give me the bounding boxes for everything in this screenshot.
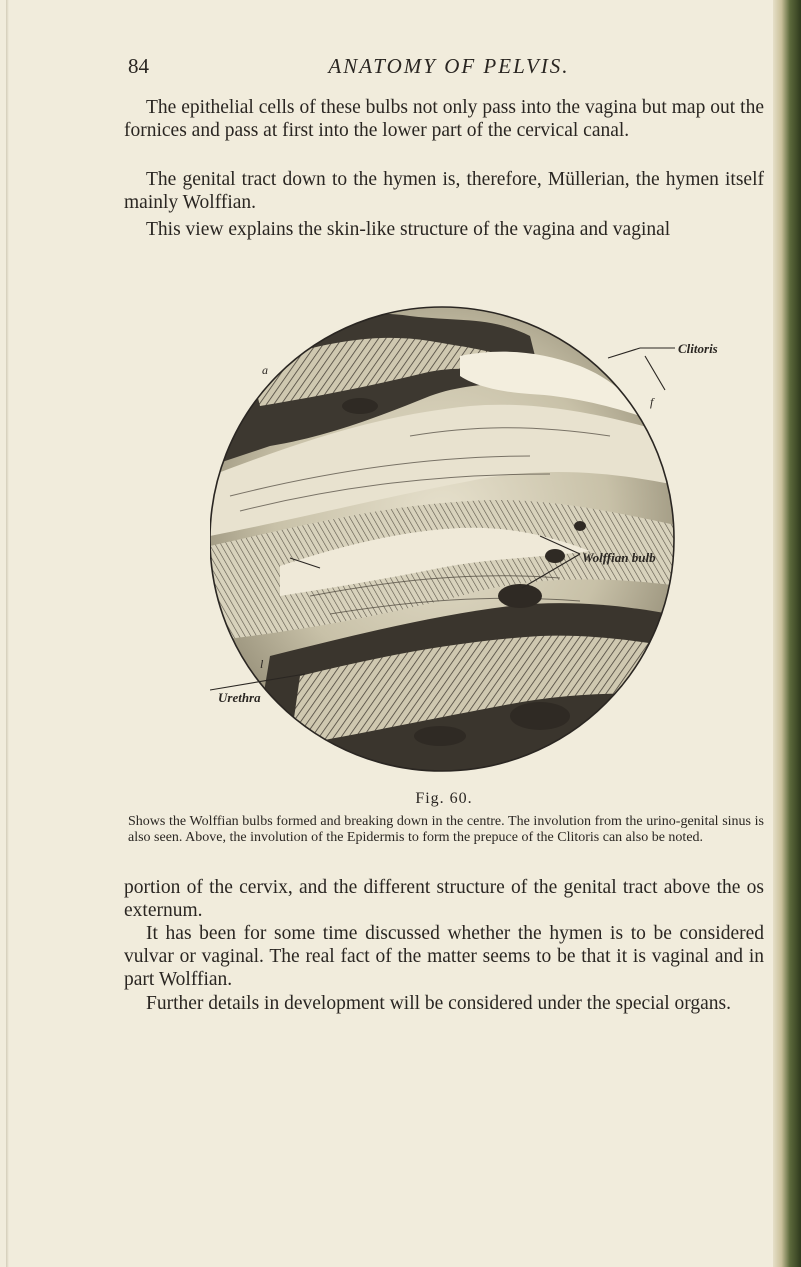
page-number: 84 (128, 54, 149, 78)
histology-figure (210, 296, 750, 786)
gutter-shadow (6, 0, 9, 1267)
label-clitoris: Clitoris (678, 341, 718, 356)
label-l: l (260, 657, 264, 671)
label-wolffian-bulb: Wolffian bulb (582, 550, 656, 565)
paragraph-1-text: The epithelial cells of these bulbs not only pass into the vagina but map out the fornices and pass at first into the lower part of the cervical canal. (124, 97, 764, 142)
label-a: a (262, 363, 268, 377)
running-title: ANATOMY OF PELVIS. (328, 54, 570, 78)
running-head (0, 54, 770, 82)
page-edge (773, 0, 801, 1267)
paragraph-6 (124, 992, 764, 1015)
paragraph-2 (124, 168, 764, 214)
paragraph-6-text: Further details in development will be considered under the special organs. (146, 993, 732, 1014)
paragraph-3 (124, 218, 764, 241)
label-f: f (650, 395, 654, 409)
figure-caption: Shows the Wolffian bulbs formed and breaking down in the centre. The involution from the urino-genital sinus is also seen. Above, the involution of the Epidermis to form the prepuce of the Clitoris can also be noted. (128, 814, 764, 845)
label-urethra: Urethra (218, 690, 261, 705)
paragraph-3-text: This view explains the skin-like structure of the vagina and vaginal (146, 219, 671, 240)
paragraph-2-text: The genital tract down to the hymen is, therefore, Müllerian, the hymen itself mainly Wolffian. (124, 169, 764, 214)
paragraph-4: portion of the cervix, and the different structure of the genital tract above the os externum. (124, 877, 764, 922)
paragraph-1 (124, 96, 764, 142)
figure-number: Fig. 60. (415, 790, 473, 807)
paragraph-5 (124, 922, 764, 992)
paragraph-5-text: It has been for some time discussed whether the hymen is to be considered vulvar or vaginal. The real fact of the matter seems to be that it is vaginal and in part Wolffian. (124, 923, 764, 991)
figure-drawing (210, 296, 750, 786)
